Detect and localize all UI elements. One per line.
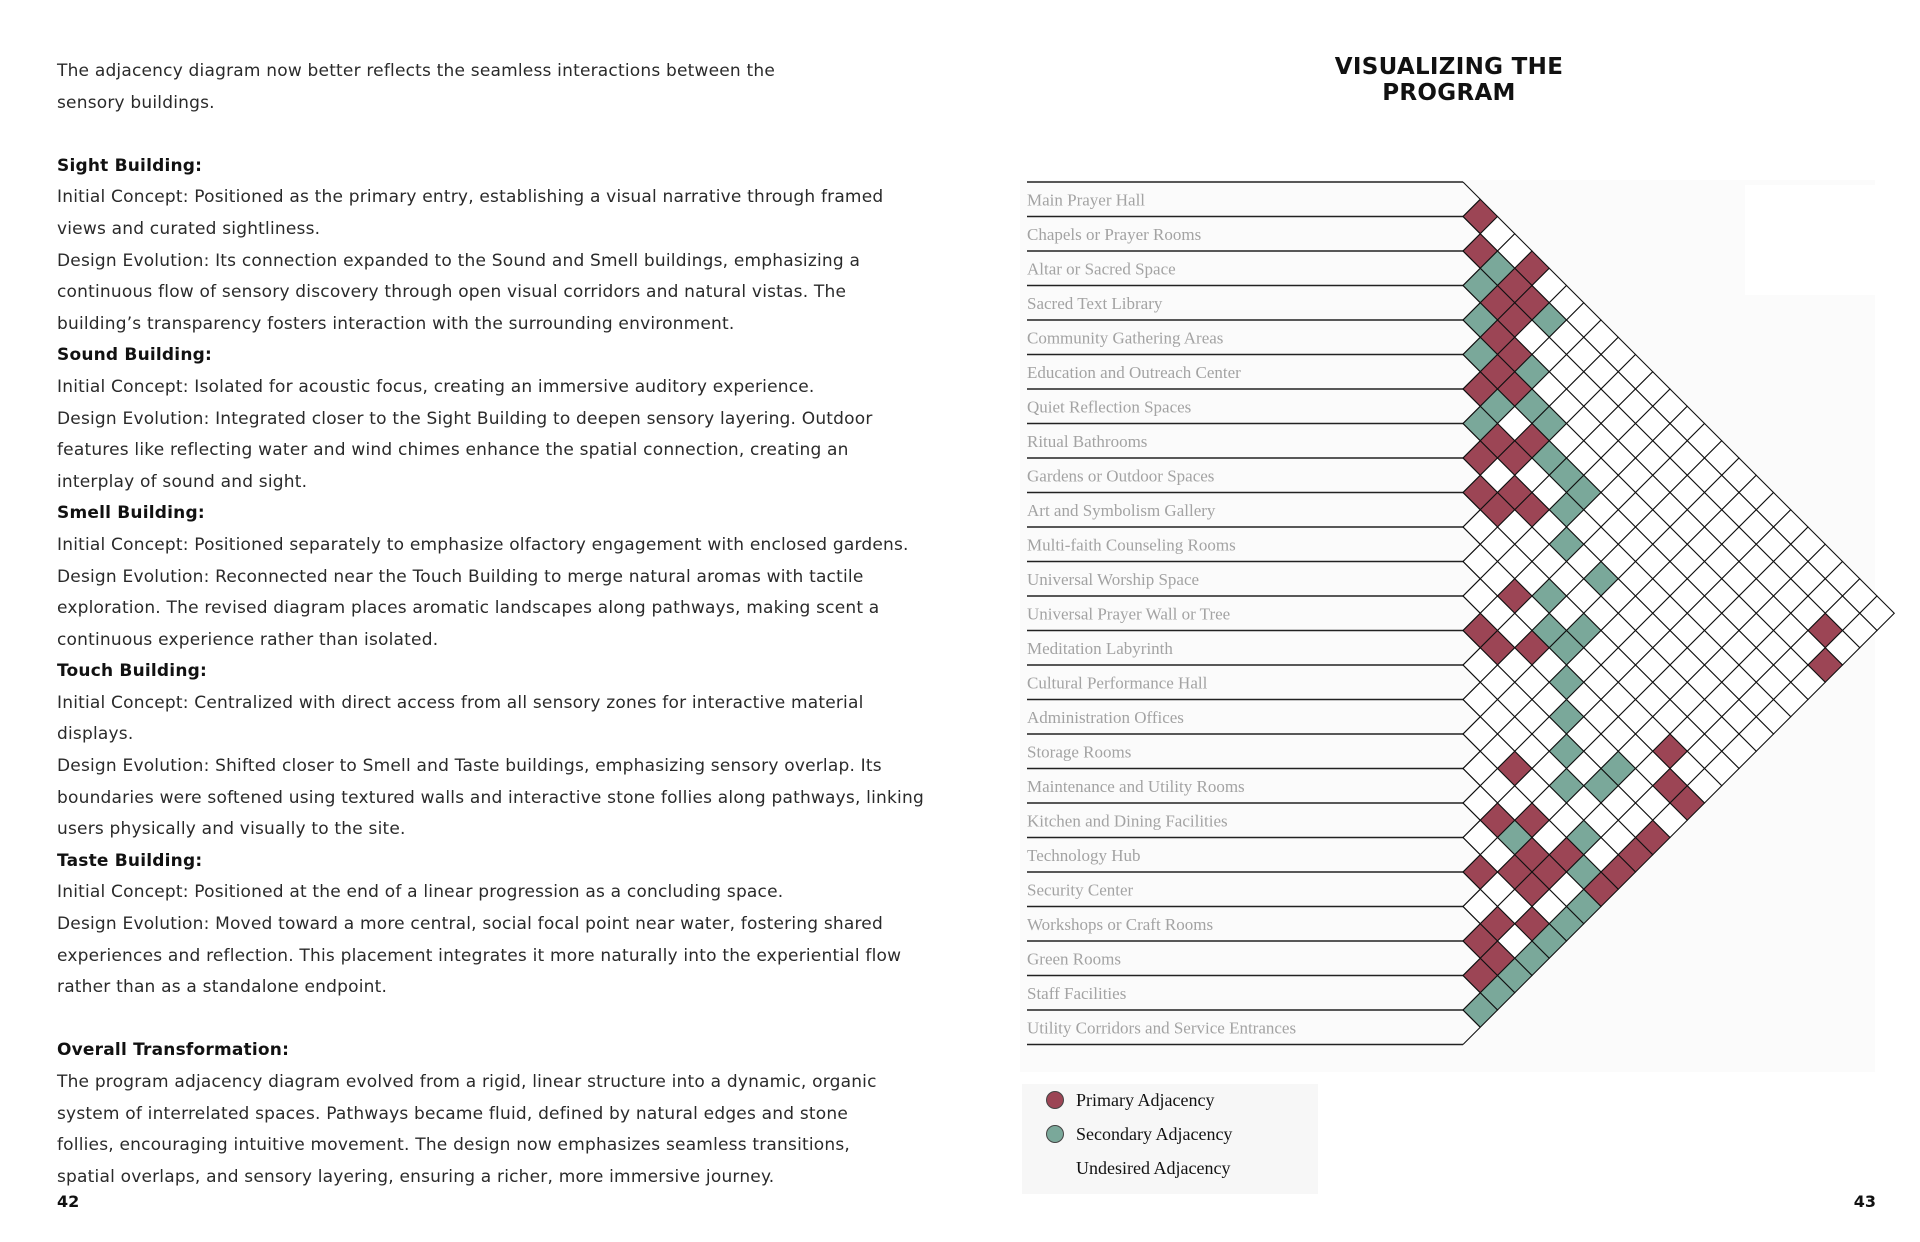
space-label: Utility Corridors and Service Entrances: [1027, 1018, 1297, 1038]
space-label: Universal Prayer Wall or Tree: [1027, 604, 1231, 624]
space-label: Sacred Text Library: [1027, 293, 1163, 313]
page-number-left: 42: [57, 1192, 80, 1211]
space-label: Education and Outreach Center: [1027, 362, 1241, 382]
page-title: VISUALIZING THE PROGRAM: [1334, 54, 1564, 106]
intro-paragraph: The adjacency diagram now better reflects the seamless interactions between the sensory buildings.: [57, 61, 775, 113]
space-label: Community Gathering Areas: [1027, 328, 1224, 348]
space-label: Main Prayer Hall: [1027, 190, 1146, 210]
space-label: Cultural Performance Hall: [1027, 673, 1208, 693]
space-label: Maintenance and Utility Rooms: [1027, 776, 1245, 796]
taste-initial: Initial Concept: Positioned at the end of a linear progression as a concluding space.: [57, 882, 784, 903]
legend-primary-label: Primary Adjacency: [1076, 1089, 1215, 1110]
legend-undesired-label: Undesired Adjacency: [1076, 1157, 1231, 1178]
space-label: Storage Rooms: [1027, 742, 1132, 762]
legend-undesired: [1046, 1156, 1230, 1180]
legend-primary: [1046, 1088, 1214, 1112]
sight-initial: Initial Concept: Positioned as the primary entry, establishing a visual narrative through framed views and curated sightliness.: [57, 187, 884, 239]
space-label: Gardens or Outdoor Spaces: [1027, 466, 1215, 486]
legend-secondary: [1046, 1122, 1232, 1146]
space-label: Kitchen and Dining Facilities: [1027, 811, 1228, 831]
row-connector: [1463, 182, 1480, 199]
row-connector: [1463, 1027, 1480, 1044]
touch-evolution: Design Evolution: Shifted closer to Smell and Taste buildings, emphasizing sensory overlap. Its boundaries were softened using textured walls and interactive stone follies along pathways, linking users physically and visually to the site.: [57, 756, 924, 840]
space-label: Green Rooms: [1027, 949, 1121, 969]
overall-paragraph: The program adjacency diagram evolved from a rigid, linear structure into a dynamic, organic system of interrelated spaces. Pathways became fluid, defined by natural edges and stone follies, encouraging intuitive movement. The design now emphasizes seamless transitions, spatial overlaps, and sensory layering, ensuring a richer, more immersive journey.: [57, 1072, 877, 1187]
space-label: Security Center: [1027, 880, 1134, 900]
space-label: Staff Facilities: [1027, 983, 1127, 1003]
sound-initial: Initial Concept: Isolated for acoustic focus, creating an immersive auditory experience.: [57, 376, 815, 397]
legend-secondary-label: Secondary Adjacency: [1076, 1123, 1233, 1144]
space-label: Administration Offices: [1027, 707, 1184, 727]
sight-heading: Sight Building:: [57, 155, 203, 176]
secondary-dot-icon: [1046, 1125, 1064, 1143]
sound-heading: Sound Building:: [57, 345, 212, 366]
space-label: Quiet Reflection Spaces: [1027, 397, 1192, 417]
touch-initial: Initial Concept: Centralized with direct access from all sensory zones for interactive material displays.: [57, 692, 864, 745]
smell-heading: Smell Building:: [57, 503, 205, 524]
space-label: Art and Symbolism Gallery: [1027, 500, 1216, 520]
sight-evolution: Design Evolution: Its connection expanded to the Sound and Smell buildings, emphasizing a continuous flow of sensory discovery through open visual corridors and natural vistas. The building’s transparency fosters interaction with the surrounding environment.: [57, 250, 861, 334]
touch-heading: Touch Building:: [57, 661, 207, 682]
undesired-dot-icon: [1046, 1159, 1064, 1177]
smell-evolution: Design Evolution: Reconnected near the Touch Building to merge natural aromas with tactile exploration. The revised diagram places aromatic landscapes along pathways, making scent a continuous experience rather than isolated.: [57, 566, 880, 650]
space-label: Universal Worship Space: [1027, 569, 1200, 589]
space-label: Workshops or Craft Rooms: [1027, 914, 1214, 934]
space-label: Technology Hub: [1027, 845, 1141, 865]
space-label: Altar or Sacred Space: [1027, 259, 1176, 279]
overall-heading: Overall Transformation:: [57, 1040, 290, 1061]
space-label: Chapels or Prayer Rooms: [1027, 224, 1202, 244]
smell-initial: Initial Concept: Positioned separately to emphasize olfactory engagement with enclosed gardens.: [57, 534, 909, 555]
taste-heading: Taste Building:: [57, 850, 203, 871]
space-label: Ritual Bathrooms: [1027, 431, 1148, 451]
primary-dot-icon: [1046, 1091, 1064, 1109]
space-label: Meditation Labyrinth: [1027, 638, 1173, 658]
taste-evolution: Design Evolution: Moved toward a more central, social focal point near water, fostering shared experiences and reflection. This placement integrates it more naturally into the experiential flow rather than as a standalone endpoint.: [57, 914, 902, 998]
space-label: Multi-faith Counseling Rooms: [1027, 535, 1236, 555]
sound-evolution: Design Evolution: Integrated closer to the Sight Building to deepen sensory layering. Outdoor features like reflecting water and wind chimes enhance the spatial connection, creating an interplay of sound and sight.: [57, 408, 873, 492]
page-number-right: 43: [1853, 1192, 1876, 1211]
